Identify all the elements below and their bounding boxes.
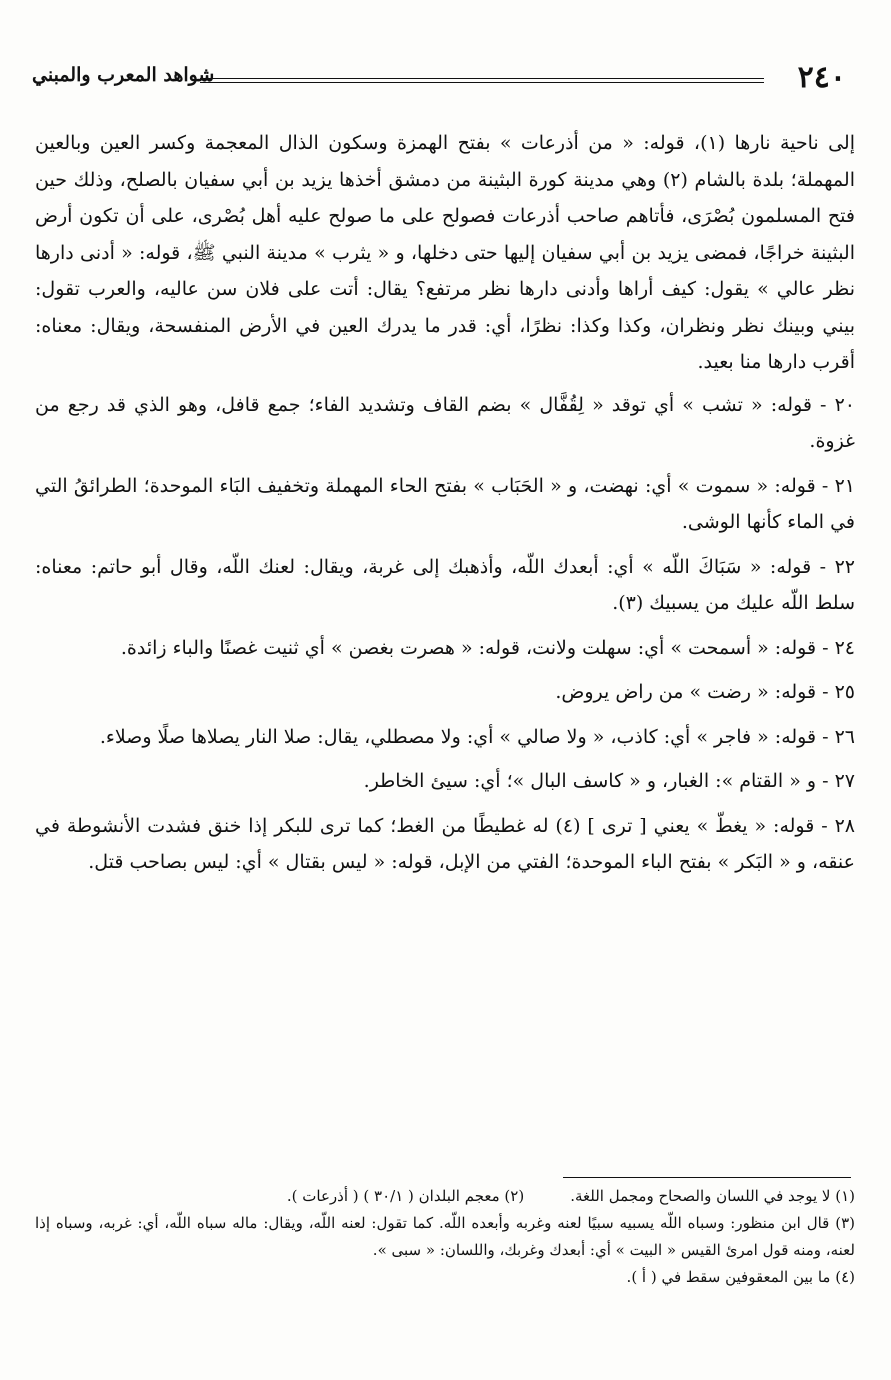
paragraph-21: ٢١ - قوله: « سموت » أي: نهضت، و « الحَبَاب » بفتح الحاء المهملة وتخفيف البَاء الموحدة؛ الطرائقُ التي في الماء كأنها الوشى. <box>35 474 855 533</box>
paragraph-20: ٢٠ - قوله: « تشب » أي توقد « لِقُفَّال » بضم القاف وتشديد الفاء؛ جمع قافل، وهو الذي قد رجع من غزوة. <box>35 393 855 452</box>
paragraph-22: ٢٢ - قوله: « سَبَاكَ اللّه » أي: أبعدك اللّه، وأذهبك إلى غربة، ويقال: لعنك اللّه، وقال أبو حاتم: معناه: سلط اللّه عليك من يسبيك (٣). <box>35 555 855 614</box>
page-header <box>32 58 854 98</box>
footnote-1: (١) لا يوجد في اللسان والصحاح ومجمل اللغة. <box>570 1187 855 1205</box>
footnote-row <box>35 1183 855 1210</box>
running-book-title: شواهد المعرب والمبني <box>32 64 215 86</box>
footnotes <box>35 1183 855 1291</box>
footnote-separator <box>563 1177 851 1178</box>
footnote-3: (٣) قال ابن منظور: وسباه اللّه يسبيه سبيًا لعنه وغربه وأبعده اللّه. كما تقول: لعنه اللّه، ويقال: ماله سباه اللّه، أي: غربه، وسباه إذا لعنه، ومنه قول امرئ القيس « البيت » أي: أبعدك وغربك، واللسان: « سبى ». <box>35 1214 855 1259</box>
page-number: ٢٤٠ <box>797 60 846 95</box>
paragraph-intro: إلى ناحية نارها (١)، قوله: « من أذرعات » بفتح الهمزة وسكون الذال المعجمة وكسر العين وبالعين المهملة؛ بلدة بالشام (٢) وهي مدينة كورة البثينة من دمشق أخذها يزيد بن أبي سفيان بالصلح، وذلك حين فتح المسلمون بُصْرَى، فأتاهم صاحب أذرعات فصولح على ما صولح عليه أهل بُصْرى، على أن تكون أرض البثينة خراجًا، فمضى يزيد بن أبي سفيان إليها حتى دخلها، و « يثرب » مدينة النبي ﷺ، قوله: « أدنى دارها نظر عالي » يقول: كيف أراها وأدنى دارها نظر مرتفع؟ يقال: أتت على فلان سن عاليه، والعرب تقول: بيني وبينك نظر ونظران، وكذا وكذا: نظرًا، أي: قدر ما يدرك العين في الأرض المنفسحة، ويقال: معناه: أقرب دارها منا بعيد. <box>35 132 855 373</box>
footnote-2: (٢) معجم البلدان ( ٣٠/١ ) ( أذرعات ). <box>286 1187 525 1205</box>
header-double-rule <box>200 78 764 83</box>
paragraph-27: ٢٧ - و « القتام »: الغبار، و « كاسف البال »؛ أي: سيئ الخاطر. <box>363 770 855 792</box>
paragraph-25: ٢٥ - قوله: « رضت » من راض يروض. <box>555 681 855 703</box>
footnote-4: (٤) ما بين المعقوفين سقط في ( أ ). <box>626 1268 855 1286</box>
paragraph-28: ٢٨ - قوله: « يغطّ » يعني [ ترى ] (٤) له غطيطًا من الغط؛ كما ترى للبكر إذا خنق فشدت الأنشوطة في عنقه، و « البَكر » بفتح الباء الموحدة؛ الفتي من الإبل، قوله: « ليس بقتال » أي: ليس بصاحب قتل. <box>35 814 856 873</box>
paragraph-24: ٢٤ - قوله: « أسمحت » أي: سهلت ولانت، قوله: « هصرت بغصن » أي ثنيت غصنًا والباء زائدة. <box>120 636 855 659</box>
paragraph-26: ٢٦ - قوله: « فاجر » أي: كاذب، « ولا صالي » أي: ولا مصطلي، يقال: صلا النار يصلاها صلًا وصلاء. <box>99 725 855 748</box>
main-text <box>35 125 855 889</box>
